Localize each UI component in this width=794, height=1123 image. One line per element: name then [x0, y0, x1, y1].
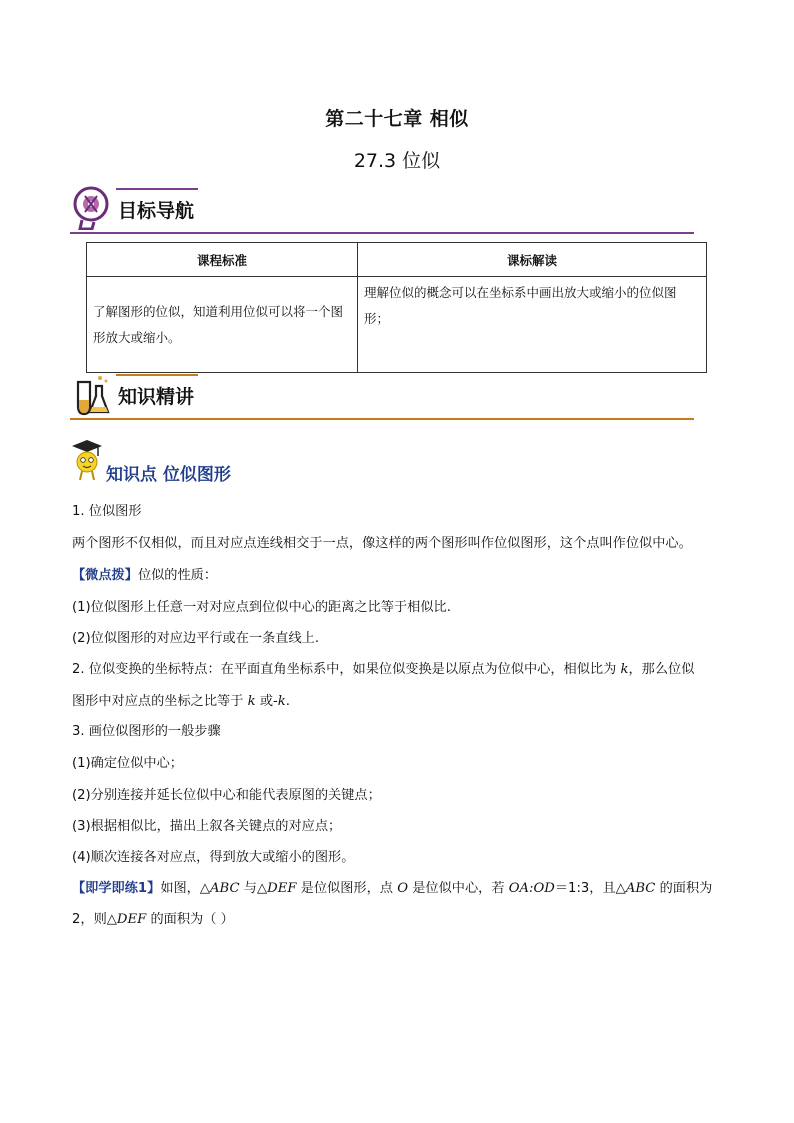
- tip-item-1: (1)位似图形上任意一对对应点到位似中心的距离之比等于相似比.: [72, 600, 451, 615]
- step-4: (4)顺次连接各对应点，得到放大或缩小的图形。: [72, 850, 355, 865]
- p2-line2-end: .: [285, 694, 290, 709]
- p2-line2-k2: k: [277, 694, 286, 709]
- table-header-interpretation: 课标解读: [358, 243, 707, 277]
- table-header-standard: 课程标准: [87, 243, 358, 277]
- exercise-line2: [72, 908, 234, 927]
- ex-f: 的面积为: [655, 881, 713, 896]
- knowledge-heading: 知识精讲: [118, 386, 195, 408]
- goal-short-rule: [116, 188, 198, 190]
- ex-b: 与△: [239, 881, 268, 896]
- goal-heading: 目标导航: [118, 200, 195, 222]
- tip-text: 位似的性质：: [137, 568, 218, 583]
- p2-line2-k: k: [247, 694, 256, 709]
- ex-d: 是位似中心，若: [408, 881, 509, 896]
- table-row: [87, 277, 707, 373]
- ex-c: 是位似图形，点: [296, 881, 398, 896]
- chapter-title: 第二十七章 相似: [325, 108, 469, 130]
- table-cell-interpretation: 理解位似的概念可以在坐标系中画出放大或缩小的位似图形；: [358, 277, 707, 373]
- ex-abc2: ABC: [625, 881, 656, 896]
- table-header-row: [87, 243, 707, 277]
- section-title: 27.3 位似: [353, 150, 441, 172]
- step-2: (2)分别连接并延长位似中心和能代表原图的关键点；: [72, 788, 381, 803]
- p3-title: 3. 画位似图形的一般步骤: [72, 724, 221, 739]
- lab-flask-icon: [70, 372, 112, 416]
- goal-long-rule: [70, 232, 694, 234]
- p2-line2-a: 图形中对应点的坐标之比等于: [72, 694, 248, 709]
- ex-o: O: [397, 881, 408, 896]
- knowledge-section-header: [70, 372, 694, 420]
- p1-title: 1. 位似图形: [72, 504, 142, 519]
- tip-tag: 【微点拨】: [72, 568, 138, 583]
- p2-line1: [72, 658, 694, 677]
- knowledge-long-rule: [70, 418, 694, 420]
- ex-ratio: OA:OD: [508, 881, 555, 896]
- graduation-cap-mascot-icon: [70, 438, 104, 482]
- ex-def: DEF: [267, 881, 297, 896]
- ex-line2-a: 2，则△: [72, 912, 117, 927]
- tip-item-2: (2)位似图形的对应边平行或在一条直线上.: [72, 631, 320, 646]
- ex-e: ＝1:3，且△: [554, 881, 626, 896]
- ex-line2-b: 的面积为（ ）: [146, 912, 234, 927]
- exercise-line1: [72, 877, 712, 896]
- p2-text-a: 2. 位似变换的坐标特点：在平面直角坐标系中，如果位似变换是以原点为位似中心，相似比为: [72, 662, 621, 677]
- knowledge-point-heading: 知识点 位似图形: [106, 465, 231, 485]
- curriculum-table: [86, 242, 707, 373]
- knowledge-short-rule: [116, 374, 198, 376]
- brain-gear-icon: [70, 186, 112, 230]
- table-cell-standard: 了解图形的位似，知道利用位似可以将一个图形放大或缩小。: [87, 277, 358, 373]
- ex-line2-def: DEF: [116, 912, 147, 927]
- step-1: (1)确定位似中心；: [72, 756, 183, 771]
- ex-a: 如图，△: [160, 881, 211, 896]
- p1-text: 两个图形不仅相似，而且对应点连线相交于一点，像这样的两个图形叫作位似图形，这个点叫作位似中心。: [72, 536, 692, 551]
- p2-line2-b: 或-: [255, 694, 278, 709]
- step-3: (3)根据相似比，描出上叙各关键点的对应点；: [72, 819, 342, 834]
- p2-line2: [72, 690, 290, 709]
- p2-text-b: ，那么位似: [628, 662, 695, 677]
- ex-abc: ABC: [210, 881, 240, 896]
- p2-k: k: [620, 662, 629, 677]
- exercise-tag: 【即学即练1】: [72, 881, 161, 896]
- tip-line: [72, 564, 217, 583]
- goal-section-header: [70, 186, 694, 234]
